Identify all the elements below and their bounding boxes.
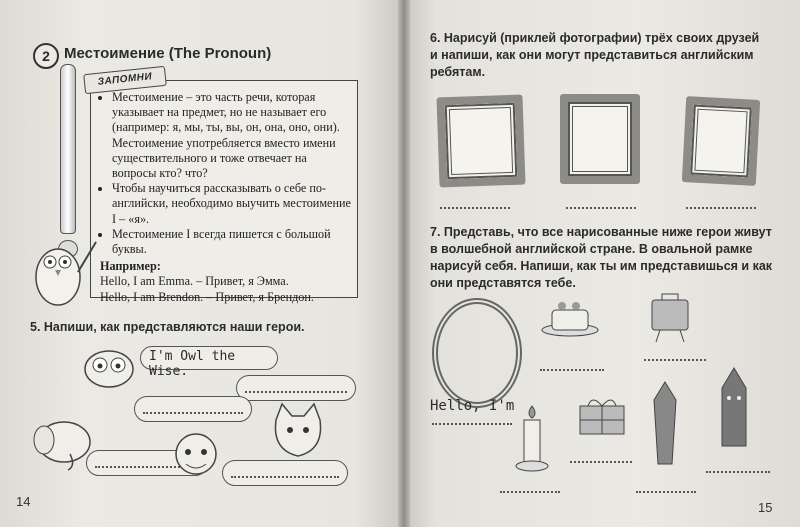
- remember-tag: ЗАПОМНИ: [83, 66, 167, 94]
- example-line: Hello, I am Brendon. – Привет, я Брендон.: [100, 289, 314, 304]
- example-line: Hello, I am Emma. – Привет, я Эмма.: [100, 274, 289, 289]
- elephant-icon: [30, 416, 100, 472]
- hello-text: Hello, I'm: [430, 398, 515, 414]
- photo-frame[interactable]: [560, 94, 640, 184]
- cake-icon: [540, 292, 600, 340]
- answer-line[interactable]: [686, 206, 756, 209]
- candle-icon: [514, 404, 550, 474]
- owl-speech-bubble: [140, 346, 278, 379]
- answer-line[interactable]: [644, 358, 706, 361]
- owl-bubble-text: I'm Owl the Wise.: [149, 349, 236, 379]
- rule-text: [100, 90, 352, 305]
- answer-line[interactable]: [245, 390, 347, 393]
- rule-item: • Местоимение – это часть речи, которая указывает на предмет, но не называет его (например: я, мы, ты, вы, он, она, оно, они). Местоимение употребляется вместо имени существительного и тоже отвечает на вопросы кто? что?: [112, 90, 352, 181]
- section-title: Местоимение (The Pronoun): [64, 45, 272, 62]
- section-number: 2: [33, 43, 59, 69]
- answer-line[interactable]: [706, 470, 770, 473]
- monkey-icon: [168, 428, 224, 484]
- task6-title: 6. Нарисуй (приклей фотографии) трёх своих друзей и напиши, как они могут представиться английским ребятам.: [430, 31, 760, 79]
- answer-line[interactable]: [540, 368, 604, 371]
- answer-line[interactable]: [231, 475, 339, 478]
- task7-title: 7. Представь, что все нарисованные ниже герои живут в волшебной английской стране. В овальной рамке нарисуй себя. Напиши, как ты им представишься и как они представятся тебе.: [430, 225, 773, 290]
- answer-line[interactable]: [566, 206, 636, 209]
- answer-line[interactable]: [636, 490, 696, 493]
- task5-title: 5. Напиши, как представляются наши герои.: [30, 320, 305, 334]
- example-title: Например:: [100, 259, 161, 274]
- rule-item: • Чтобы научиться рассказывать о себе по-английски, необходимо выучить местоимение I – «я».: [112, 181, 352, 227]
- answer-line[interactable]: [143, 411, 243, 414]
- speech-bubble: [236, 375, 356, 401]
- owl-teacher-icon: [28, 232, 98, 312]
- answer-line[interactable]: [432, 422, 512, 425]
- self-portrait-oval[interactable]: [432, 298, 522, 408]
- cat-icon: [266, 400, 330, 460]
- speech-bubble: [134, 396, 252, 422]
- photo-frame[interactable]: [436, 95, 525, 188]
- page-number-right: 15: [758, 500, 773, 515]
- book-spine: [398, 0, 410, 527]
- answer-line[interactable]: [570, 460, 632, 463]
- gift-icon: [572, 394, 632, 442]
- bag-icon: [646, 288, 694, 346]
- answer-line[interactable]: [440, 206, 510, 209]
- answer-line[interactable]: [500, 490, 560, 493]
- owl-icon: [82, 345, 136, 389]
- rule-item: • Местоимение I всегда пишется с большой буквы.: [112, 227, 352, 257]
- exclamation-icon: [60, 64, 76, 234]
- pencil-lead-icon: [650, 380, 680, 470]
- photo-frame[interactable]: [682, 96, 760, 186]
- pencil-icon: [716, 366, 752, 452]
- page-number-left: 14: [16, 494, 31, 509]
- speech-bubble: [222, 460, 348, 486]
